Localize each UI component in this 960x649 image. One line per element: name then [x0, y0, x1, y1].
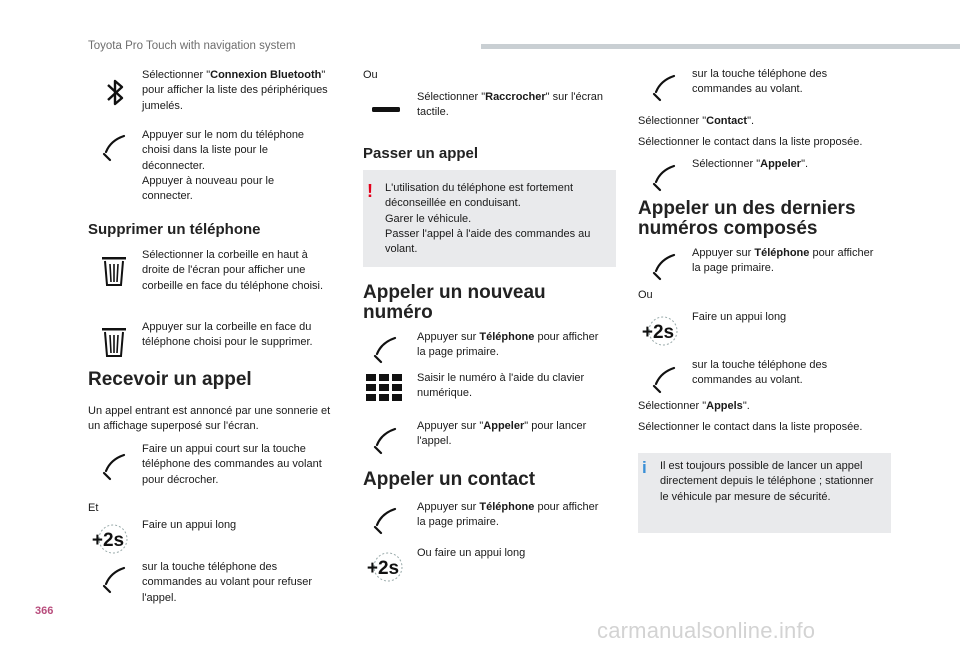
select-from-list-line: Sélectionner le contact dans la liste proposée.	[638, 421, 863, 433]
bluetooth-icon	[96, 76, 134, 110]
warning-text: L'utilisation du téléphone est fortement déconseillée en conduisant. Garer le véhicule. Passer l'appel à l'aide des commandes au volant.	[385, 182, 591, 256]
touch-icon	[367, 332, 405, 366]
disconnect-instruction: Appuyer sur le nom du téléphone choisi dans la liste pour le déconnecter. Appuyer à nouveau pour le connecter.	[142, 129, 305, 203]
svg-text:+2s: +2s	[91, 530, 125, 551]
trash-instruction: Sélectionner la corbeille en haut à droite de l'écran pour afficher une corbeille en face du téléphone choisi.	[142, 249, 324, 292]
call-instruction: Appuyer sur "Appeler" pour lancer l'appel.	[417, 420, 587, 448]
running-header: Toyota Pro Touch with navigation system	[88, 40, 296, 52]
incoming-call-paragraph: Un appel entrant est annoncé par une sonnerie et un affichage superposé sur l'écran.	[88, 405, 331, 433]
telephone-instruction: Appuyer sur Téléphone pour afficher la page primaire.	[417, 331, 599, 359]
long-press-instruction: Faire un appui long	[142, 519, 237, 531]
touch-icon	[367, 503, 405, 537]
answer-instruction: Faire un appui court sur la touche téléphone des commandes au volant pour décrocher.	[142, 443, 322, 486]
select-contact-line: Sélectionner "Contact".	[638, 115, 755, 127]
touch-icon	[646, 160, 684, 194]
section-heading-passer: Passer un appel	[363, 145, 479, 162]
keypad-icon	[365, 371, 405, 405]
long-press-instruction: Faire un appui long	[692, 311, 787, 323]
warning-icon: !	[367, 181, 373, 201]
select-call-instruction: Sélectionner "Appeler".	[692, 158, 809, 170]
ou-label: Ou	[638, 289, 653, 301]
watermark: carmanualsonline.info	[597, 618, 816, 643]
delete-instruction: Appuyer sur la corbeille en face du téléphone choisi pour le supprimer.	[142, 321, 313, 349]
select-calls-line: Sélectionner "Appels".	[638, 400, 750, 412]
trash-icon	[96, 253, 134, 287]
steering-instruction: sur la touche téléphone des commandes au volant.	[692, 359, 828, 387]
info-text: Il est toujours possible de lancer un appel directement depuis le téléphone ; stationner le véhicule par mesure de sécurité.	[660, 460, 874, 503]
steering-instruction: sur la touche téléphone des commandes au volant.	[692, 68, 828, 96]
et-label: Et	[88, 502, 99, 514]
hang-up-instruction: Sélectionner "Raccrocher" sur l'écran tactile.	[417, 91, 604, 119]
section-heading-contact: Appeler un contact	[363, 469, 536, 490]
select-from-list-line: Sélectionner le contact dans la liste proposée.	[638, 136, 863, 148]
section-heading-nouveau: Appeler un nouveau numéro	[363, 282, 546, 323]
section-heading-recevoir: Recevoir un appel	[88, 369, 252, 390]
keypad-instruction: Saisir le numéro à l'aide du clavier numérique.	[417, 372, 585, 400]
header-bar	[481, 44, 960, 49]
long-press-icon	[638, 314, 678, 348]
touch-icon	[367, 423, 405, 457]
section-heading-derniers: Appeler un des derniers numéros composés	[638, 198, 856, 239]
svg-text:+2s: +2s	[641, 322, 675, 343]
touch-icon	[96, 449, 134, 483]
hang-up-icon	[367, 92, 405, 126]
info-icon: i	[642, 458, 647, 477]
touch-icon	[646, 70, 684, 104]
section-heading-supprimer: Supprimer un téléphone	[88, 221, 261, 238]
recent-telephone-instruction: Appuyer sur Téléphone pour afficher la page primaire.	[692, 247, 874, 275]
long-press-icon	[88, 522, 128, 556]
touch-icon	[646, 249, 684, 283]
ou-label: Ou	[363, 69, 378, 81]
trash-icon	[96, 324, 134, 358]
long-press-icon	[363, 550, 403, 584]
touch-icon	[96, 130, 134, 164]
bluetooth-instruction: Sélectionner "Connexion Bluetooth" pour afficher la liste des périphériques jumelés.	[142, 69, 328, 112]
touch-icon	[96, 562, 134, 596]
svg-text:+2s: +2s	[366, 558, 400, 579]
info-box	[638, 453, 891, 533]
page-number: 366	[35, 605, 54, 617]
touch-icon	[646, 362, 684, 396]
warning-box	[363, 170, 616, 267]
long-press-instruction: Ou faire un appui long	[417, 547, 526, 559]
contact-telephone-instruction: Appuyer sur Téléphone pour afficher la page primaire.	[417, 501, 599, 529]
refuse-instruction: sur la touche téléphone des commandes au volant pour refuser l'appel.	[142, 561, 312, 604]
